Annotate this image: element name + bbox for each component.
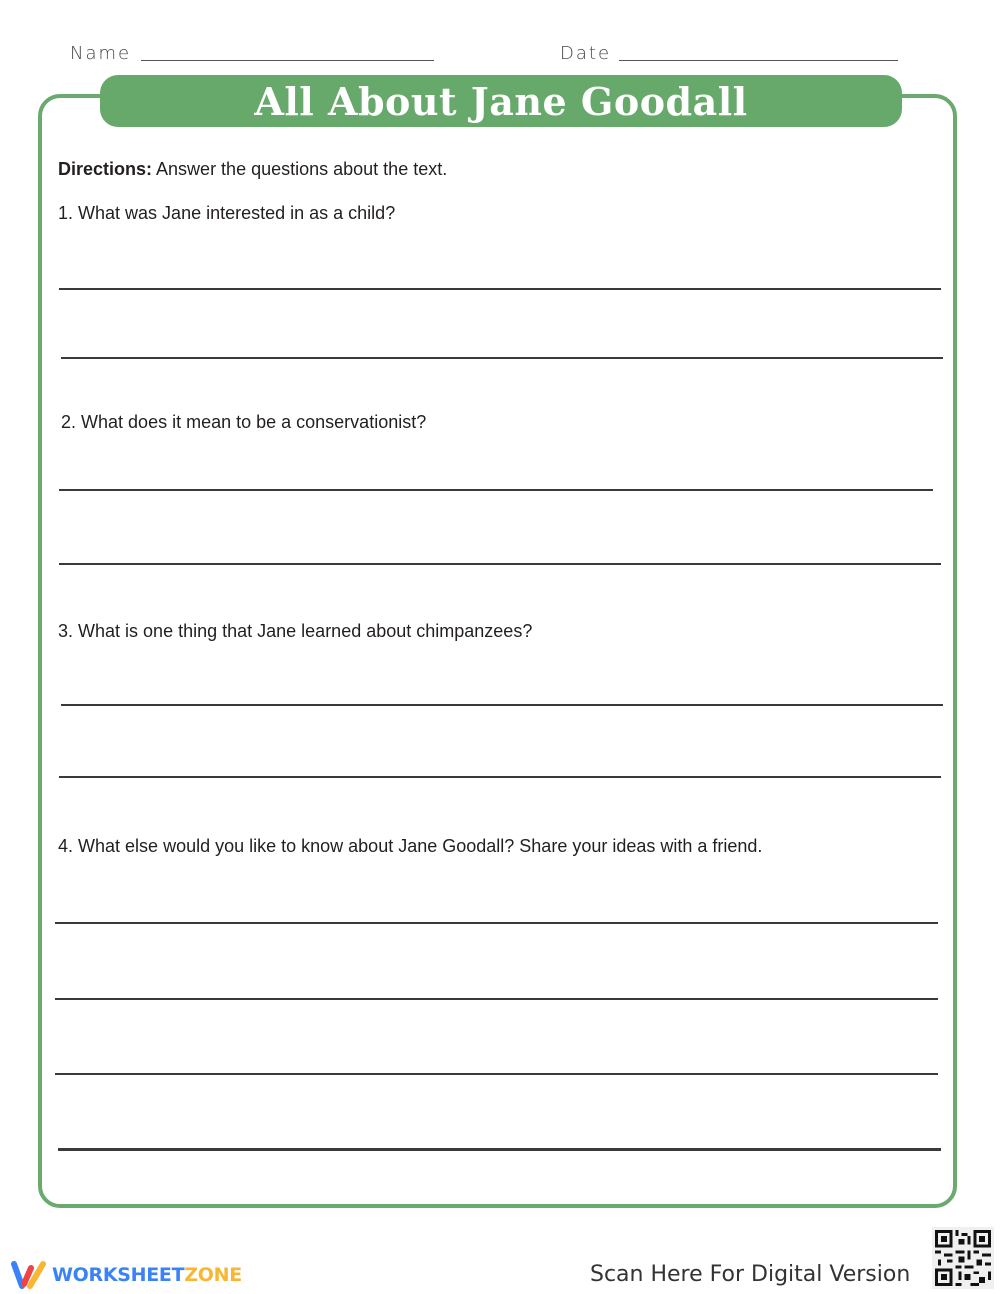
answer-line-4c[interactable] bbox=[55, 1073, 938, 1075]
answer-line-4a[interactable] bbox=[55, 922, 938, 924]
answer-line-3a[interactable] bbox=[61, 704, 943, 706]
answer-line-2a[interactable] bbox=[59, 489, 933, 491]
directions bbox=[58, 159, 447, 180]
answer-line-4d[interactable] bbox=[58, 1148, 941, 1151]
logo-w-icon bbox=[10, 1260, 48, 1290]
question-2: 2. What does it mean to be a conservationist? bbox=[61, 412, 427, 432]
scan-caption: Scan Here For Digital Version bbox=[590, 1262, 911, 1287]
answer-line-3b[interactable] bbox=[59, 776, 941, 778]
page-title: All About Jane Goodall bbox=[254, 78, 748, 124]
question-4: 4. What else would you like to know about Jane Goodall? Share your ideas with a friend. bbox=[58, 836, 763, 856]
name-label: Name bbox=[70, 43, 132, 64]
question-3: 3. What is one thing that Jane learned about chimpanzees? bbox=[58, 621, 533, 641]
logo-text-zone: ZONE bbox=[184, 1264, 242, 1286]
date-label: Date bbox=[560, 43, 612, 64]
directions-text: Answer the questions about the text. bbox=[152, 159, 448, 179]
answer-line-2b[interactable] bbox=[59, 563, 941, 565]
worksheet-frame bbox=[38, 94, 957, 1208]
answer-line-1a[interactable] bbox=[59, 288, 941, 290]
answer-line-1b[interactable] bbox=[61, 357, 943, 359]
answer-line-4b[interactable] bbox=[55, 998, 938, 1000]
worksheetzone-logo[interactable] bbox=[10, 1260, 242, 1290]
name-field[interactable] bbox=[141, 60, 434, 61]
date-field[interactable] bbox=[619, 60, 898, 61]
question-1: 1. What was Jane interested in as a child? bbox=[58, 203, 396, 223]
logo-text-worksheet: WORKSHEET bbox=[52, 1264, 185, 1286]
title-banner bbox=[100, 75, 902, 127]
directions-label: Directions: bbox=[58, 159, 153, 179]
qr-code-icon[interactable] bbox=[932, 1227, 994, 1289]
